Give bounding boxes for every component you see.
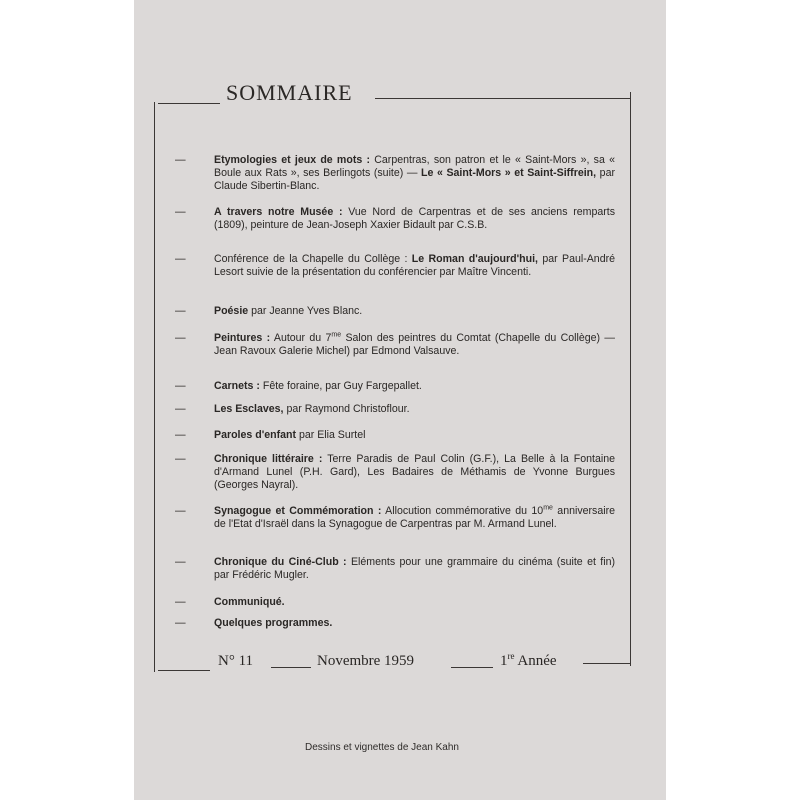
item-dash: — [175,505,186,517]
frame-right-line [630,92,631,666]
item-dash: — [175,253,186,265]
item-dash: — [175,429,186,441]
item-title: Peintures : [214,332,271,344]
item-title: Le Roman d'aujourd'hui, [411,253,538,265]
item-text: Carpentras, son patron et le « Saint-Mors », sa « Boule aux Rats », ses Berlingots (suite) — [214,154,615,179]
item-text: Vue Nord de Carpentras et de ses anciens remparts (1809), peinture de Jean-Joseph Xaxier Bidault par C.S.B. [214,206,616,231]
item-title: A travers notre Musée : [214,206,343,218]
item-text: Salon des peintres du Comtat (Chapelle du Collège) — Jean Ravoux Galerie Michel) par Edmond Valsauve. [214,332,615,357]
credits-text: Dessins et vignettes de Jean Kahn [305,742,459,753]
item-title: Synagogue et Commémoration : [214,505,382,517]
item-dash: — [175,154,186,166]
item-text: par Raymond Christoflour. [283,403,410,415]
footer-rule-1 [158,670,210,671]
item-title: Poésie [214,305,249,317]
page [134,0,666,800]
footer-rule-2 [271,667,311,668]
frame-left-line [154,102,155,672]
item-dash: — [175,305,186,317]
item-text: par Elia Surtel [296,429,366,441]
item-text: Autour du 7 [270,332,332,344]
item-dash: — [175,556,186,568]
item-title: Carnets : [214,380,260,392]
item-dash: — [175,596,186,608]
issue-year-label: Année [514,653,557,669]
item-title: Chronique du Ciné-Club : [214,556,347,568]
item-dash: — [175,453,186,465]
item-subtitle: Le « Saint-Mors » et Saint-Siffrein, [421,167,597,179]
item-title: Etymologies et jeux de mots : [214,154,371,166]
item-text: Fête foraine, par Guy Fargepallet. [259,380,422,392]
item-superscript: me [543,504,553,512]
item-text: anniversaire de l'Etat d'Israël dans la Synagogue de Carpentras par M. Armand Lunel. [214,505,616,530]
item-dash: — [175,332,186,344]
item-dash: — [175,617,186,629]
issue-year-superscript: re [507,651,515,661]
item-title: Chronique littéraire : [214,453,323,465]
item-text: par Paul-André Lesort suivie de la présentation du conférencier par Maître Vincenti. [214,253,615,278]
item-text: par Jeanne Yves Blanc. [248,305,363,317]
item-text: Eléments pour une grammaire du cinéma (suite et fin) par Frédéric Mugler. [214,556,615,581]
footer-rule-3 [451,667,493,668]
title-rule-right [375,98,631,99]
item-text: Conférence de la Chapelle du Collège : [214,253,412,265]
item-title: Paroles d'enfant [214,429,296,441]
item-title: Quelques programmes. [214,617,333,629]
item-text: Terre Paradis de Paul Colin (G.F.), La Belle à la Fontaine d'Armand Lunel (P.H. Gard), Les Badaires de Méthamis de Yvonne Burgues (Georges Nayral). [214,453,615,491]
item-title: Communiqué. [214,596,285,608]
item-superscript: me [331,331,342,339]
issue-date: Novembre 1959 [317,653,415,669]
item-title: Les Esclaves, [214,403,284,415]
title-rule-left [158,103,220,104]
item-dash: — [175,403,186,415]
item-dash: — [175,206,186,218]
issue-number: N° 11 [218,653,254,669]
issue-year-number: 1 [500,653,508,669]
item-dash: — [175,380,186,392]
item-text: Allocution commémorative du 10 [381,505,544,517]
issue-year [500,653,557,670]
page-title: SOMMAIRE [226,80,353,105]
item-text: par Claude Sibertin-Blanc. [214,167,615,192]
footer-rule-4 [583,663,631,664]
